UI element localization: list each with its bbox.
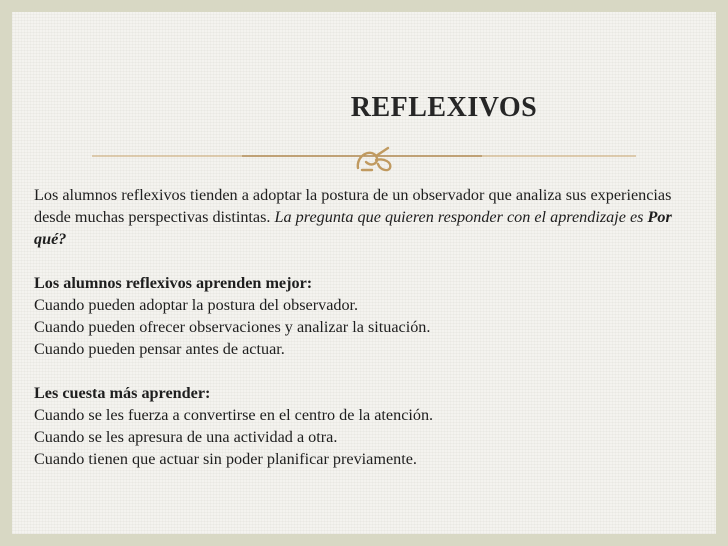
intro-paragraph xyxy=(34,184,706,250)
section2-item: Cuando tienen que actuar sin poder planificar previamente. xyxy=(34,450,417,468)
section1-item: Cuando pueden ofrecer observaciones y analizar la situación. xyxy=(34,318,431,336)
section1-item: Cuando pueden pensar antes de actuar. xyxy=(34,340,285,358)
section1-item: Cuando pueden adoptar la postura del observador. xyxy=(34,296,359,314)
slide xyxy=(12,12,716,534)
slide-body xyxy=(34,184,706,470)
flourish-ornament-icon xyxy=(92,146,636,176)
slide-title: REFLEXIVOS xyxy=(350,92,538,123)
intro-italic-text: La pregunta que quieren responder con el aprendizaje es xyxy=(274,208,648,226)
section2-item: Cuando se les fuerza a convertirse en el centro de la atención. xyxy=(34,406,434,424)
intro-plain-text: Los alumnos reflexivos tienden a adoptar la postura de un observador que analiza sus experiencias desde muchas perspectivas distintas. xyxy=(34,186,672,226)
section1-heading: Los alumnos reflexivos aprenden mejor: xyxy=(34,274,313,292)
intro-question: Por qué? xyxy=(34,208,672,248)
section2-item: Cuando se les apresura de una actividad a otra. xyxy=(34,428,338,446)
section2-heading: Les cuesta más aprender: xyxy=(34,384,211,402)
